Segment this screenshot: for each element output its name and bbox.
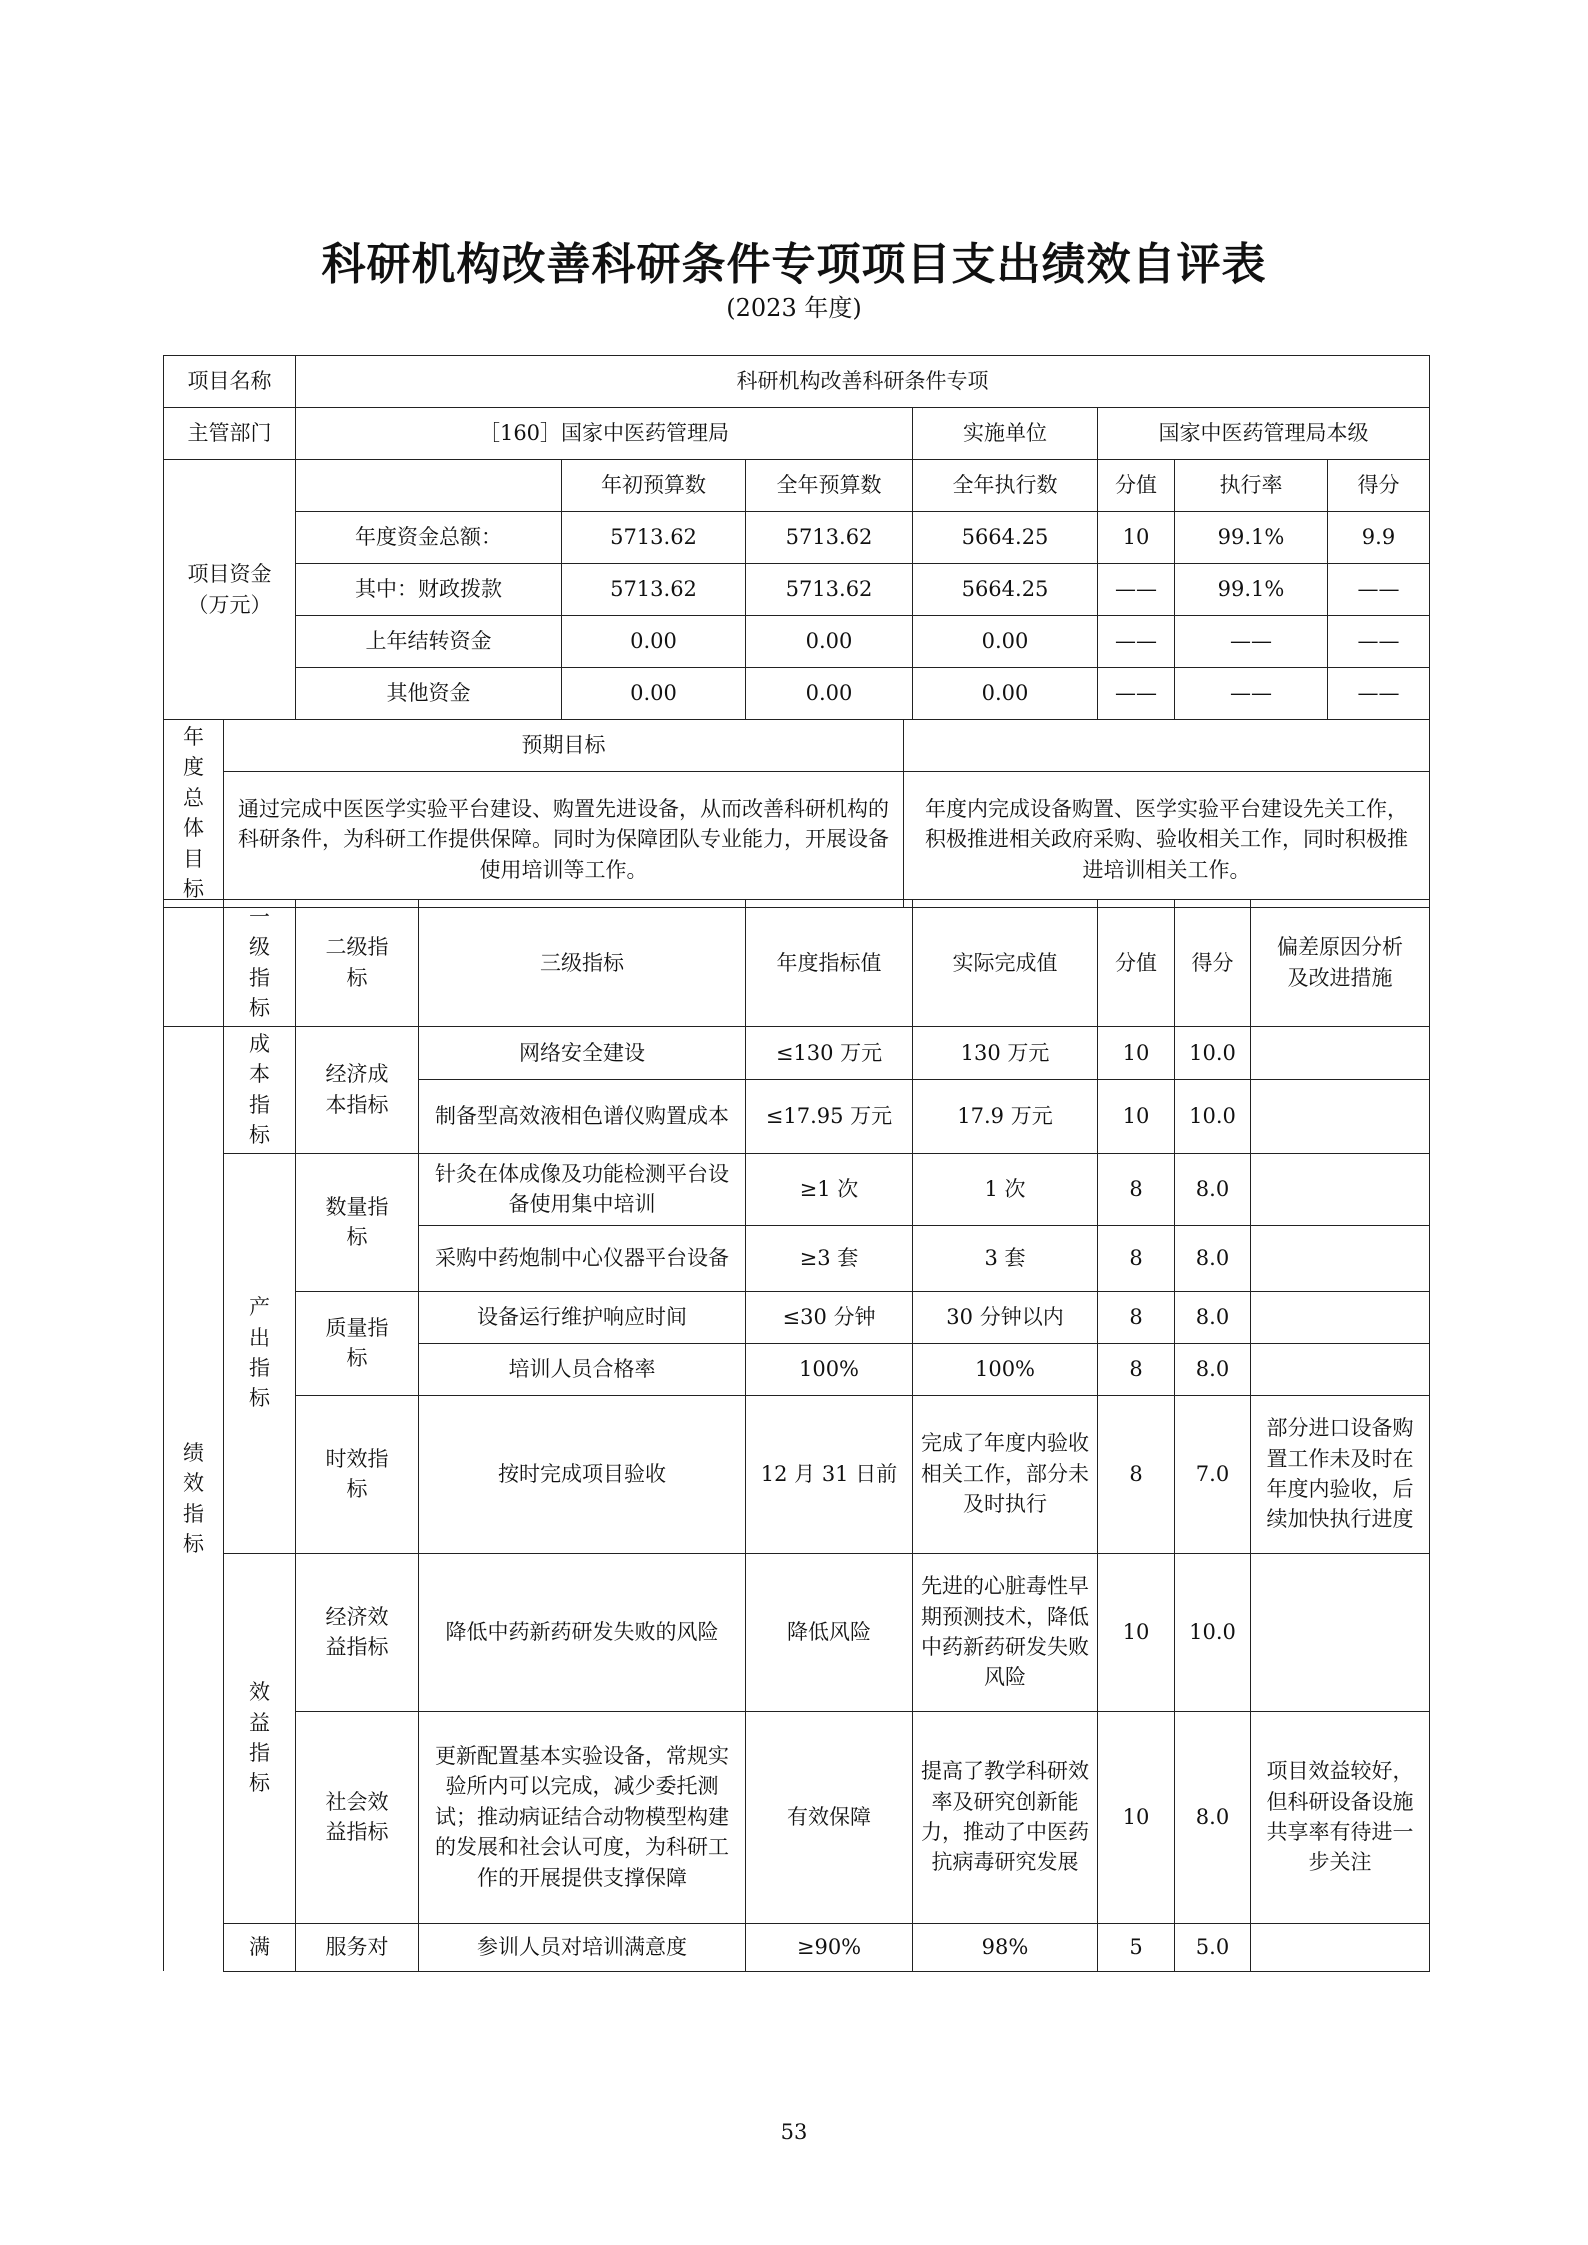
indicator-score: 10.0 xyxy=(1175,1026,1251,1079)
level2-social-benefit: 社会效 益指标 xyxy=(296,1711,419,1923)
funds-executed: 0.00 xyxy=(913,668,1098,720)
indicator-name: 培训人员合格率 xyxy=(419,1343,746,1395)
level1-benefit: 效 益 指 标 xyxy=(224,1553,296,1923)
indicators-table xyxy=(163,899,1430,1972)
indicator-deviation xyxy=(1251,1553,1430,1711)
header-score: 得分 xyxy=(1175,900,1251,1027)
funds-executed: 5664.25 xyxy=(913,512,1098,564)
level1-satisfaction: 满 xyxy=(224,1923,296,1971)
indicator-name: 降低中药新药研发失败的风险 xyxy=(419,1553,746,1711)
funds-weight: —— xyxy=(1098,668,1175,720)
indicator-name: 网络安全建设 xyxy=(419,1026,746,1079)
page-title: 科研机构改善科研条件专项项目支出绩效自评表 xyxy=(321,239,1267,290)
indicator-target: 12 月 31 日前 xyxy=(746,1395,913,1553)
indicator-actual: 17.9 万元 xyxy=(913,1079,1098,1153)
indicator-weight: 10 xyxy=(1098,1711,1175,1923)
indicator-deviation xyxy=(1251,1225,1430,1291)
indicator-weight: 10 xyxy=(1098,1553,1175,1711)
funds-executed: 0.00 xyxy=(913,616,1098,668)
unit-label: 实施单位 xyxy=(913,408,1098,460)
indicator-deviation xyxy=(1251,1291,1430,1343)
header-actual: 实际完成值 xyxy=(913,900,1098,1027)
indicator-target: ≤130 万元 xyxy=(746,1026,913,1079)
indicator-deviation xyxy=(1251,1079,1430,1153)
funds-col-initial: 年初预算数 xyxy=(562,460,746,512)
funds-initial: 0.00 xyxy=(562,616,746,668)
header-level3: 三级指标 xyxy=(419,900,746,1027)
funds-col-executed: 全年执行数 xyxy=(913,460,1098,512)
indicator-score: 8.0 xyxy=(1175,1711,1251,1923)
indicator-score: 8.0 xyxy=(1175,1153,1251,1225)
indicator-actual: 先进的心脏毒性早期预测技术，降低中药新药研发失败风险 xyxy=(913,1553,1098,1711)
funds-score: —— xyxy=(1328,564,1430,616)
funds-col-weight: 分值 xyxy=(1098,460,1175,512)
indicator-row xyxy=(164,1026,1430,1079)
indicator-weight: 8 xyxy=(1098,1291,1175,1343)
funds-annual: 5713.62 xyxy=(746,512,913,564)
funds-rate: —— xyxy=(1175,616,1328,668)
goals-actual-header xyxy=(904,720,1430,772)
funds-score: —— xyxy=(1328,668,1430,720)
funds-initial: 0.00 xyxy=(562,668,746,720)
funds-weight: —— xyxy=(1098,564,1175,616)
indicator-target: ≥90% xyxy=(746,1923,913,1971)
indicator-name: 针灸在体成像及功能检测平台设备使用集中培训 xyxy=(419,1153,746,1225)
department-row xyxy=(164,408,1430,460)
indicators-header-row xyxy=(164,900,1430,1027)
unit-value: 国家中医药管理局本级 xyxy=(1098,408,1430,460)
indicator-name: 按时完成项目验收 xyxy=(419,1395,746,1553)
page-subtitle: (2023 年度) xyxy=(726,294,862,322)
indicator-target: 100% xyxy=(746,1343,913,1395)
funds-annual: 5713.62 xyxy=(746,564,913,616)
funds-initial: 5713.62 xyxy=(562,512,746,564)
indicator-score: 8.0 xyxy=(1175,1225,1251,1291)
project-name-label: 项目名称 xyxy=(164,356,296,408)
funds-rate: 99.1% xyxy=(1175,564,1328,616)
funds-weight: 10 xyxy=(1098,512,1175,564)
indicator-deviation: 项目效益较好，但科研设备设施共享率有待进一步关注 xyxy=(1251,1711,1430,1923)
header-target: 年度指标值 xyxy=(746,900,913,1027)
indicator-score: 10.0 xyxy=(1175,1079,1251,1153)
indicator-weight: 8 xyxy=(1098,1153,1175,1225)
indicator-target: ≥1 次 xyxy=(746,1153,913,1225)
funds-header-row-full xyxy=(164,460,1430,512)
funds-col-rate: 执行率 xyxy=(1175,460,1328,512)
indicator-score: 8.0 xyxy=(1175,1343,1251,1395)
project-name-row xyxy=(164,356,1430,408)
goals-content-row xyxy=(164,772,1430,908)
level2-quantity: 数量指 标 xyxy=(296,1153,419,1291)
funds-col-annual: 全年预算数 xyxy=(746,460,913,512)
indicator-actual: 100% xyxy=(913,1343,1098,1395)
indicator-row xyxy=(164,1291,1430,1343)
indicator-target: ≤17.95 万元 xyxy=(746,1079,913,1153)
indicator-actual: 30 分钟以内 xyxy=(913,1291,1098,1343)
level1-cost: 成 本 指 标 xyxy=(224,1026,296,1153)
funds-col-score: 得分 xyxy=(1328,460,1430,512)
indicator-name: 采购中药炮制中心仪器平台设备 xyxy=(419,1225,746,1291)
header-level2: 二级指 标 xyxy=(296,900,419,1027)
dept-label: 主管部门 xyxy=(164,408,296,460)
funds-row xyxy=(164,512,1430,564)
funds-initial: 5713.62 xyxy=(562,564,746,616)
goals-table xyxy=(163,719,1430,908)
indicator-target: 有效保障 xyxy=(746,1711,913,1923)
funds-executed: 5664.25 xyxy=(913,564,1098,616)
header-deviation: 偏差原因分析 及改进措施 xyxy=(1251,900,1430,1027)
indicator-weight: 10 xyxy=(1098,1026,1175,1079)
header-level1: 一 级 指 标 xyxy=(224,900,296,1027)
funds-annual: 0.00 xyxy=(746,616,913,668)
indicator-target: ≥3 套 xyxy=(746,1225,913,1291)
indicator-weight: 5 xyxy=(1098,1923,1175,1971)
indicator-actual: 1 次 xyxy=(913,1153,1098,1225)
indicator-actual: 98% xyxy=(913,1923,1098,1971)
goals-expected-header: 预期目标 xyxy=(224,720,904,772)
indicator-weight: 8 xyxy=(1098,1343,1175,1395)
indicator-deviation xyxy=(1251,1153,1430,1225)
indicator-weight: 8 xyxy=(1098,1395,1175,1553)
indicator-row xyxy=(164,1711,1430,1923)
funds-header-empty xyxy=(296,460,562,512)
indicator-score: 10.0 xyxy=(1175,1553,1251,1711)
indicator-score: 7.0 xyxy=(1175,1395,1251,1553)
level1-output: 产 出 指 标 xyxy=(224,1153,296,1553)
indicator-weight: 8 xyxy=(1098,1225,1175,1291)
indicator-name: 参训人员对培训满意度 xyxy=(419,1923,746,1971)
indicator-target: ≤30 分钟 xyxy=(746,1291,913,1343)
funds-row xyxy=(164,564,1430,616)
indicator-score: 5.0 xyxy=(1175,1923,1251,1971)
indicators-section-label: 绩 效 指 标 xyxy=(164,1026,224,1971)
page-number: 53 xyxy=(780,2120,808,2144)
level2-service: 服务对 xyxy=(296,1923,419,1971)
header-weight: 分值 xyxy=(1098,900,1175,1027)
indicator-actual: 130 万元 xyxy=(913,1026,1098,1079)
funds-row-label: 年度资金总额： xyxy=(296,512,562,564)
funds-row xyxy=(164,616,1430,668)
goals-expected-text: 通过完成中医医学实验平台建设、购置先进设备，从而改善科研机构的科研条件，为科研工作提供保障。同时为保障团队专业能力，开展设备使用培训等工作。 xyxy=(224,772,904,908)
indicator-name: 设备运行维护响应时间 xyxy=(419,1291,746,1343)
funds-rate: —— xyxy=(1175,668,1328,720)
indicator-target: 降低风险 xyxy=(746,1553,913,1711)
indicator-actual: 完成了年度内验收相关工作，部分未及时执行 xyxy=(913,1395,1098,1553)
indicator-actual: 提高了教学科研效率及研究创新能力，推动了中医药抗病毒研究发展 xyxy=(913,1711,1098,1923)
goals-header-row xyxy=(164,720,1430,772)
performance-table xyxy=(163,355,1430,460)
funds-score: —— xyxy=(1328,616,1430,668)
indicator-weight: 10 xyxy=(1098,1079,1175,1153)
project-name-value: 科研机构改善科研条件专项 xyxy=(296,356,1430,408)
funds-row-label: 上年结转资金 xyxy=(296,616,562,668)
goals-label: 年 度 总 体 目 标 xyxy=(164,720,224,908)
indicator-deviation xyxy=(1251,1343,1430,1395)
funds-table xyxy=(163,459,1430,720)
indicator-row xyxy=(164,1553,1430,1711)
indicator-row xyxy=(164,1395,1430,1553)
level2-quality: 质量指 标 xyxy=(296,1291,419,1395)
indicator-deviation xyxy=(1251,1026,1430,1079)
level2-economic-cost: 经济成 本指标 xyxy=(296,1026,419,1153)
indicator-score: 8.0 xyxy=(1175,1291,1251,1343)
indicator-name: 制备型高效液相色谱仪购置成本 xyxy=(419,1079,746,1153)
funds-row-label: 其他资金 xyxy=(296,668,562,720)
goals-actual-text: 年度内完成设备购置、医学实验平台建设先关工作，积极推进相关政府采购、验收相关工作，同时积极推进培训相关工作。 xyxy=(904,772,1430,908)
indicator-deviation xyxy=(1251,1923,1430,1971)
funds-row-label: 其中：财政拨款 xyxy=(296,564,562,616)
indicator-row xyxy=(164,1923,1430,1971)
level2-timeliness: 时效指 标 xyxy=(296,1395,419,1553)
indicator-deviation: 部分进口设备购置工作未及时在年度内验收，后续加快执行进度 xyxy=(1251,1395,1430,1553)
indicator-actual: 3 套 xyxy=(913,1225,1098,1291)
dept-value: ［160］国家中医药管理局 xyxy=(296,408,913,460)
indicator-name: 更新配置基本实验设备，常规实验所内可以完成，减少委托测试；推动病证结合动物模型构建的发展和社会认可度，为科研工作的开展提供支撑保障 xyxy=(419,1711,746,1923)
indicator-row xyxy=(164,1153,1430,1225)
indicators-header-blank xyxy=(164,900,224,1027)
level2-economic-benefit: 经济效 益指标 xyxy=(296,1553,419,1711)
funds-annual: 0.00 xyxy=(746,668,913,720)
funds-rate: 99.1% xyxy=(1175,512,1328,564)
funds-score: 9.9 xyxy=(1328,512,1430,564)
funds-row xyxy=(164,668,1430,720)
funds-label-cell: 项目资金 （万元） xyxy=(164,460,296,720)
funds-weight: —— xyxy=(1098,616,1175,668)
